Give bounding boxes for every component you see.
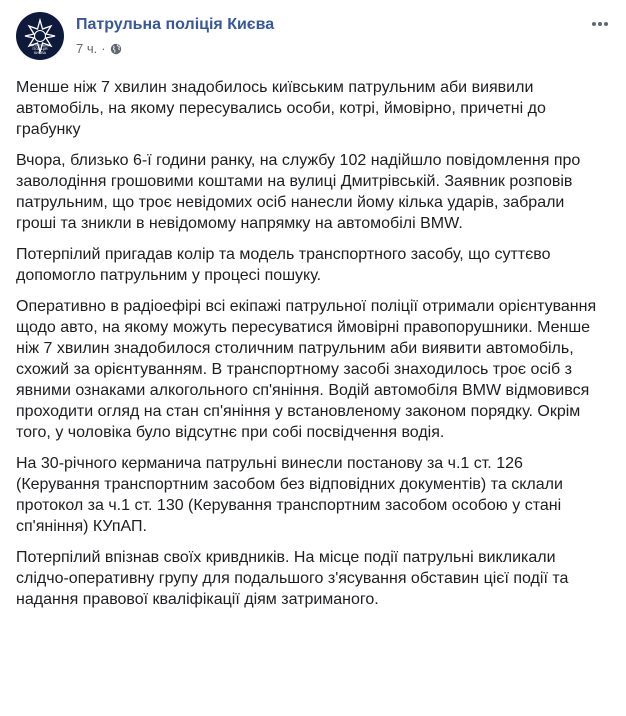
more-dots-icon[interactable]	[590, 14, 610, 34]
avatar-logo-line-3: КИЄВА	[34, 50, 46, 55]
page-name-link[interactable]: Патрульна поліція Києва	[76, 16, 275, 33]
post-header	[16, 12, 612, 72]
avatar-logo-line-1: ПАТРУЛЬНА	[29, 43, 51, 48]
meta-separator: ·	[101, 41, 106, 56]
police-badge-logo	[20, 16, 60, 56]
avatar-logo-line-2: ПОЛІЦІЯ	[32, 47, 48, 52]
post-paragraph: На 30-річного керманича патрульні винесли постанову за ч.1 ст. 126 (Керування транспортним засобом без відповідних документів) та склали протокол за ч.1 ст. 130 (Керування транспортним засобом особою у стані сп'яніння) КУпАП.	[16, 455, 563, 535]
post-meta	[76, 12, 590, 57]
post-timestamp[interactable]: 7 ч.	[76, 41, 98, 56]
post-subline	[76, 41, 590, 57]
post-paragraph: Вчора, близько 6-ї години ранку, на службу 102 надійшло повідомлення про заволодіння грошовими коштами на вулиці Дмитрівській. Заявник розповів патрульним, що троє невідомих осіб нанесли йому кілька ударів, забрали гроші та зникли в невідомому напрямку на автомобілі BMW.	[16, 152, 581, 232]
post-paragraph: Потерпілий пригадав колір та модель транспортного засобу, що суттєво допомогло патрульним у процесі пошуку.	[16, 246, 551, 284]
page-avatar[interactable]	[16, 12, 64, 60]
post-paragraph: Оперативно в радіоефірі всі екіпажі патрульної поліції отримали орієнтування щодо авто, на якому можуть пересуватися ймовірні правопорушники. Менше ніж 7 хвилин знадобилося столичним патрульним аби виявити автомобіль, схожий за орієнтуванням. В транспортному засобі знаходилось троє осіб з явними ознаками алкогольного сп'яніння. Водій автомобіля BMW відмовився проходити огляд на стан сп'яніння у встановленому законом порядку. Окрім того, у чоловіка було відсутнє при собі посвідчення водія.	[16, 298, 597, 441]
globe-icon[interactable]	[110, 43, 122, 55]
post-paragraph: Менше ніж 7 хвилин знадобилось київським патрульним аби виявили автомобіль, на якому пересувались особи, котрі, ймовірно, причетні до грабунку	[16, 79, 546, 138]
post-body	[16, 77, 612, 610]
post-paragraph: Потерпілий впізнав своїх кривдників. На місце події патрульні викликали слідчо-оперативну групу для подальшого з'ясування обставин цієї події та надання правової кваліфікації діям затриманого.	[16, 549, 569, 608]
